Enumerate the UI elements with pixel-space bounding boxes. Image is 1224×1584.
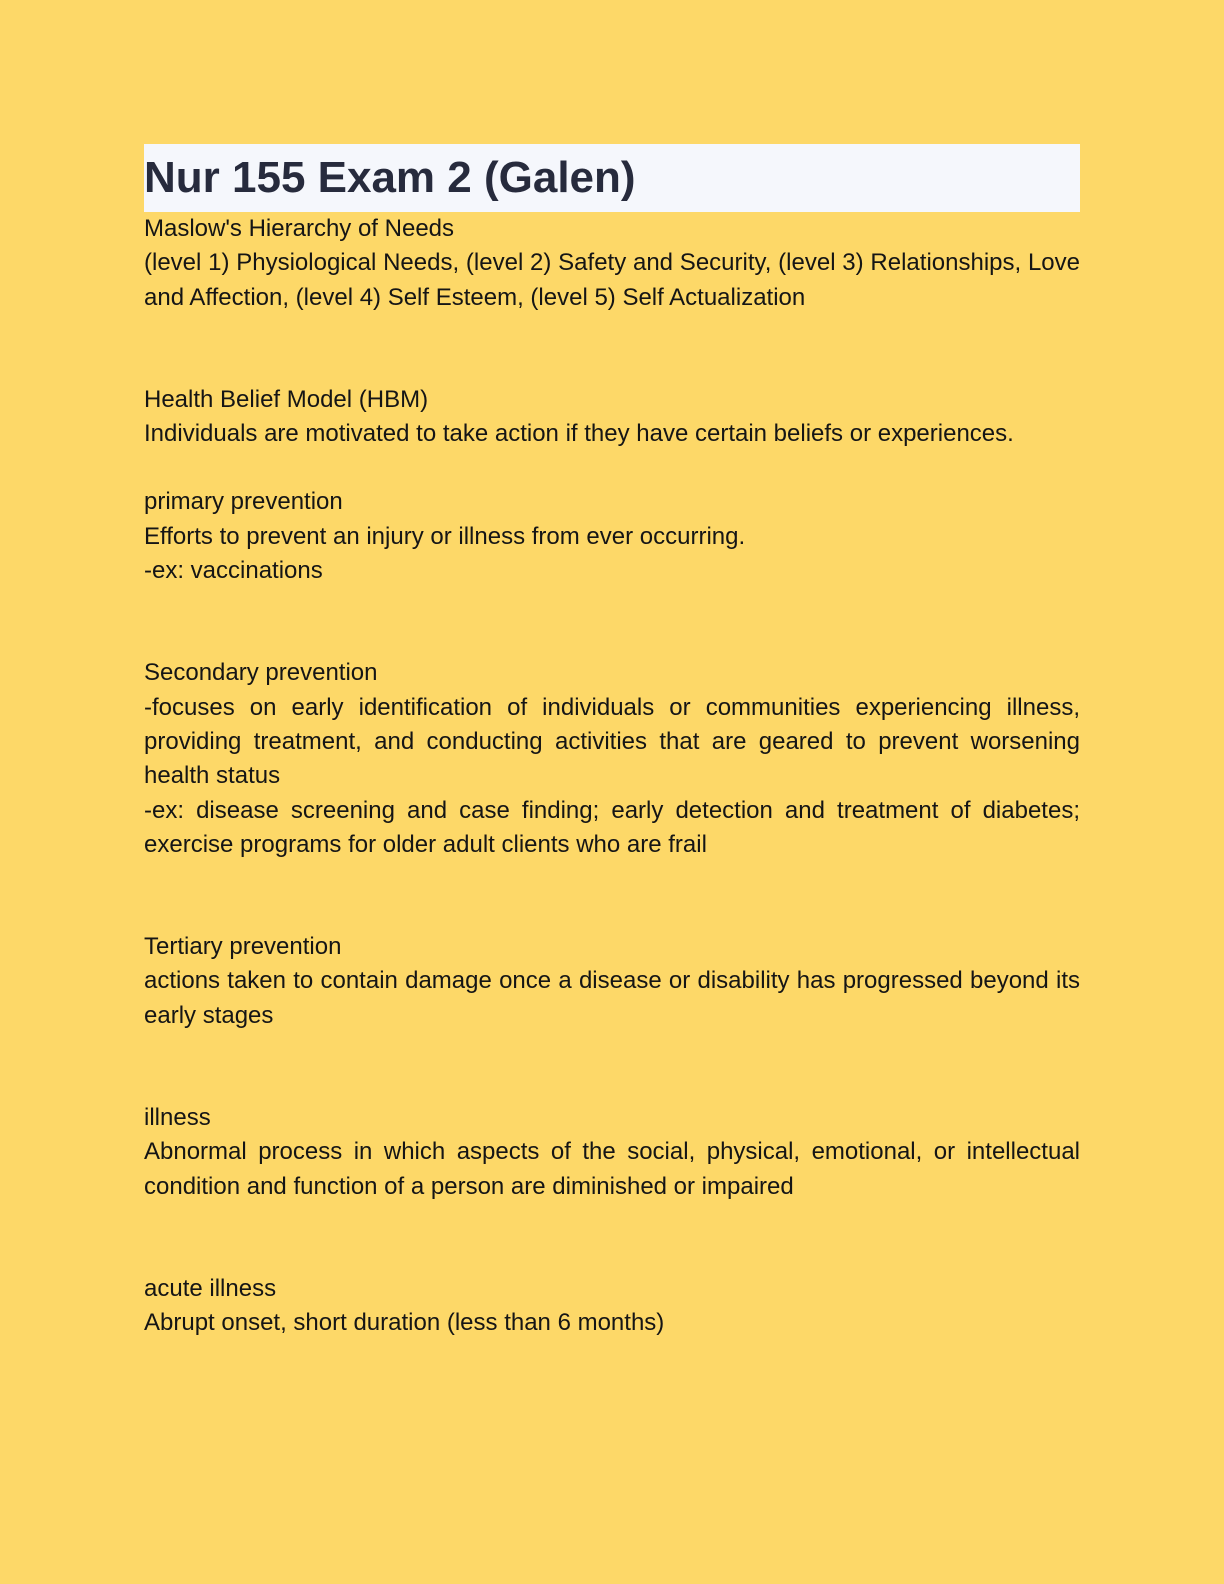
entry-definition: Abnormal process in which aspects of the social, physical, emotional, or intellectual condition and function of a person are diminished or impaired — [144, 1138, 1080, 1200]
title-banner — [144, 144, 1080, 212]
entry-term: acute illness — [144, 1274, 277, 1302]
flashcard-list — [144, 212, 1080, 1341]
entry-definition: Individuals are motivated to take action if they have certain beliefs or experiences. — [144, 420, 1014, 448]
document-page — [144, 144, 1080, 1341]
flashcard-entry — [144, 212, 1080, 315]
entry-definition: Efforts to prevent an injury or illness from ever occurring. — [144, 522, 746, 550]
entry-definition: -focuses on early identification of individuals or communities experiencing illness, providing treatment, and conducting activities that are geared to prevent worsening health status — [144, 693, 1080, 790]
flashcard-entry — [144, 930, 1080, 1033]
entry-term: Secondary prevention — [144, 659, 378, 687]
flashcard-entry — [144, 1272, 1080, 1341]
flashcard-entry — [144, 485, 1080, 588]
entry-term: Tertiary prevention — [144, 933, 342, 961]
flashcard-entry — [144, 383, 1080, 452]
entry-term: Maslow's Hierarchy of Needs — [144, 215, 455, 242]
entry-definition: (level 1) Physiological Needs, (level 2) Safety and Security, (level 3) Relationships, Love and Affection, (level 4) Self Esteem, (level 5) Self Actualization — [144, 249, 1080, 311]
page-title: Nur 155 Exam 2 (Galen) — [144, 153, 636, 202]
entry-term: Health Belief Model (HBM) — [144, 385, 429, 413]
entry-term: illness — [144, 1104, 211, 1132]
flashcard-entry — [144, 656, 1080, 862]
entry-definition: actions taken to contain damage once a disease or disability has progressed beyond its early stages — [144, 967, 1080, 1029]
entry-definition: Abrupt onset, short duration (less than 6 months) — [144, 1309, 665, 1337]
entry-example: -ex: vaccinations — [144, 557, 323, 585]
entry-term: primary prevention — [144, 488, 343, 516]
entry-example: -ex: disease screening and case finding; early detection and treatment of diabetes; exercise programs for older adult clients who are frail — [144, 796, 1080, 858]
flashcard-entry — [144, 1101, 1080, 1204]
